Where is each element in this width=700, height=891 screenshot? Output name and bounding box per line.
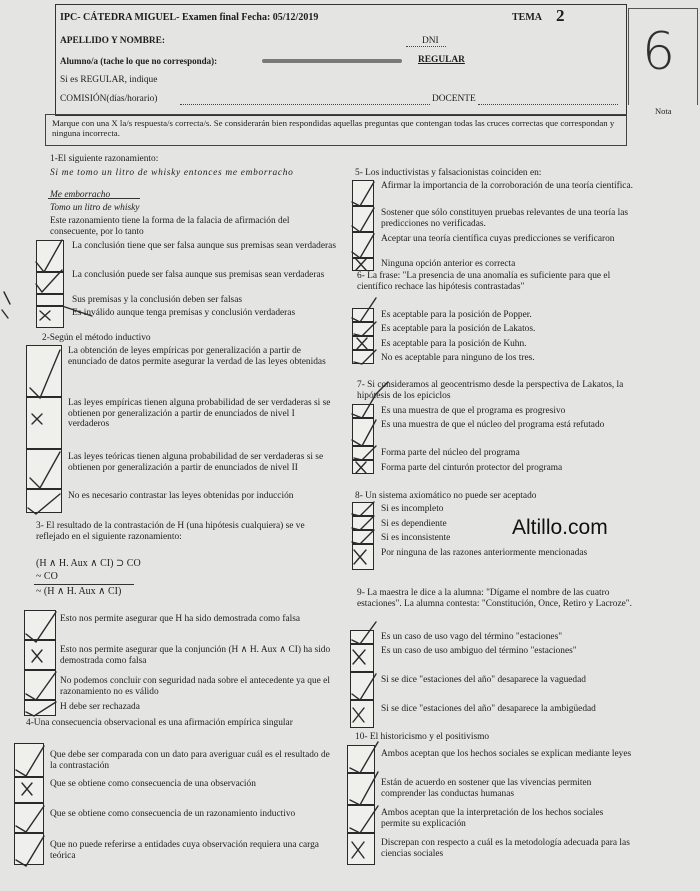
q7-option-d: Forma parte del cinturón protector del programa xyxy=(381,463,563,473)
q7-option-a: Es una muestra de que el programa es progresivo xyxy=(381,406,566,416)
q1-option-d: Es inválido aunque tenga premisas y conclusión verdaderas xyxy=(72,308,296,318)
q10-option-d: Discrepan con respecto a cuál es la metodología adecuada para las ciencias sociales xyxy=(381,838,630,859)
q10-option-b-box[interactable] xyxy=(347,773,375,805)
q1-option-b-box[interactable] xyxy=(36,272,64,294)
q10-option-b: Están de acuerdo en sostener que las vivencias permiten comprender las conductas humanas xyxy=(381,778,592,799)
q5-option-d: Ninguna opción anterior es correcta xyxy=(381,259,516,269)
q1-stem: Este razonamiento tiene la forma de la falacia de afirmación del consecuente, por lo tanto xyxy=(50,216,290,237)
redacted-scribble xyxy=(262,59,402,63)
q9-option-b: Es un caso de uso ambiguo del término "estaciones" xyxy=(381,646,577,656)
q5-option-a-box[interactable] xyxy=(352,180,374,206)
q10-option-d-box[interactable] xyxy=(347,833,375,865)
q3-formula-3: ~ (H ∧ H. Aux ∧ CI) xyxy=(36,586,122,597)
q10-option-c: Ambos aceptan que la interpretación de los hechos sociales permite su explicación xyxy=(381,808,604,829)
q3-option-d: H debe ser rechazada xyxy=(60,702,140,712)
q6-option-c: Es aceptable para la posición de Kuhn. xyxy=(381,339,527,349)
q9-option-a: Es un caso de uso vago del término "estaciones" xyxy=(381,632,563,642)
q10-option-c-box[interactable] xyxy=(347,805,375,833)
q8-option-a-box[interactable] xyxy=(352,502,374,516)
q6-option-d-box[interactable] xyxy=(352,350,374,364)
apellido-label: APELLIDO Y NOMBRE: xyxy=(60,36,166,46)
q2-option-a: La obtención de leyes empíricas por generalización a partir de enunciado de datos permite asegurar la verdad de las leyes obtenidas xyxy=(68,346,326,367)
q7-option-d-box[interactable] xyxy=(352,460,374,474)
q5-option-b: Sostener que sólo constituyen pruebas relevantes de una teoría las predicciones no verificadas. xyxy=(381,208,629,229)
watermark: Altillo.com xyxy=(512,516,608,539)
q1-option-c: Sus premisas y la conclusión deben ser falsas xyxy=(72,295,243,305)
q8-option-d: Por ninguna de las razones anteriormente mencionadas xyxy=(381,548,588,558)
q2-option-a-box[interactable] xyxy=(26,345,62,397)
q3-formula-1: (H ∧ H. Aux ∧ CI) ⊃ CO xyxy=(36,558,141,569)
q5-option-b-box[interactable] xyxy=(352,206,374,232)
q9-option-d-box[interactable] xyxy=(350,700,374,728)
pen-stroke xyxy=(2,292,10,318)
q9-option-c: Si se dice "estaciones del año" desaparece la vaguedad xyxy=(381,675,586,685)
q10-option-a: Ambos aceptan que los hechos sociales se explican mediante leyes xyxy=(381,749,632,759)
q5-option-c: Aceptar una teoría científica cuyas predicciones se verificaron xyxy=(381,234,615,244)
q10-title: 10- El historicismo y el positivismo xyxy=(355,732,490,742)
q6-option-c-box[interactable] xyxy=(352,336,374,350)
comision-line xyxy=(180,104,430,105)
q3-option-c: No podemos concluir con seguridad nada sobre el antecedente ya que el razonamiento no es válido xyxy=(60,676,330,697)
q3-option-b-box[interactable] xyxy=(24,640,56,670)
q7-option-a-box[interactable] xyxy=(352,404,374,418)
q6-title: 6- La frase: "La presencia de una anomalía es suficiente para que el científico rechace las hipótesis contrastadas" xyxy=(357,271,611,292)
q4-option-c-box[interactable] xyxy=(14,803,44,833)
q4-option-a-box[interactable] xyxy=(14,743,44,777)
q1-arg-premise2: Me emborracho xyxy=(50,190,111,200)
q3-option-d-box[interactable] xyxy=(24,700,56,716)
q3-option-a-box[interactable] xyxy=(24,610,56,640)
q2-option-b: Las leyes empíricas tienen alguna probabilidad de ser verdaderas si se obtienen por generalización a partir de enunciados de nivel I verdaderos xyxy=(68,398,331,430)
q4-title: 4-Una consecuencia observacional es una afirmación empírica singular xyxy=(26,718,293,728)
q4-option-b: Que se obtiene como consecuencia de una observación xyxy=(50,779,256,789)
dni-label: DNI xyxy=(422,36,439,46)
q8-option-b: Si es dependiente xyxy=(381,519,447,529)
q2-title: 2-Según el método inductivo xyxy=(42,333,151,343)
instructions-text: Marque con una X la/s respuesta/s correcta/s. Se considerarán bien respondidas aquellas preguntas que contengan todas las cruces correctas que correspondan y ninguna incorrecta. xyxy=(52,118,615,139)
q7-title: 7- Si consideramos al geocentrismo desde la perspectiva de Lakatos, la hipótesis de los epiciclos xyxy=(357,380,624,401)
q10-option-a-box[interactable] xyxy=(347,745,375,773)
q1-arg-conclusion: Tomo un litro de whisky xyxy=(50,203,140,213)
exam-title: IPC- CÁTEDRA MIGUEL- Examen final Fecha: 05/12/2019 xyxy=(60,12,319,23)
q5-option-a: Afirmar la importancia de la corroboración de una teoría científica. xyxy=(381,181,633,191)
q9-title: 9- La maestra le dice a la alumna: "Dígame el nombre de las cuatro estaciones". La alumna contesta: "Constitución, Once, Retiro y Lacroze". xyxy=(357,588,632,609)
q1-option-b: La conclusión puede ser falsa aunque sus premisas sean verdaderas xyxy=(72,270,325,280)
q3-formula-line xyxy=(34,584,134,585)
q2-option-d: No es necesario contrastar las leyes obtenidas por inducción xyxy=(68,491,294,501)
q3-option-b: Esto nos permite asegurar que la conjunción (H ∧ H. Aux ∧ CI) ha sido demostrada como falsa xyxy=(60,645,331,666)
alumno-label: Alumno/a (tache lo que no corresponda): xyxy=(60,56,218,66)
q9-option-b-box[interactable] xyxy=(350,644,374,672)
tema-label: TEMA xyxy=(512,12,542,23)
q3-option-a: Esto nos permite asegurar que H ha sido demostrada como falsa xyxy=(60,614,301,624)
q9-option-c-box[interactable] xyxy=(350,672,374,700)
q3-option-c-box[interactable] xyxy=(24,670,56,700)
q2-option-c: Las leyes teóricas tienen alguna probabilidad de ser verdaderas si se obtienen por generalización a partir de enunciados de nivel II xyxy=(68,452,324,473)
q3-title: 3- El resultado de la contrastación de H (una hipótesis cualquiera) se ve reflejado en el siguiente razonamiento: xyxy=(36,521,305,542)
q2-option-c-box[interactable] xyxy=(26,449,62,489)
q3-formula-2: ~ CO xyxy=(36,571,58,582)
dni-line xyxy=(406,46,446,47)
q7-option-c: Forma parte del núcleo del programa xyxy=(381,448,520,458)
q8-option-d-box[interactable] xyxy=(352,544,374,570)
q1-option-a: La conclusión tiene que ser falsa aunque sus premisas sean verdaderas xyxy=(72,241,336,251)
q8-option-c-box[interactable] xyxy=(352,530,374,544)
q9-option-a-box[interactable] xyxy=(350,630,374,644)
q9-option-d: Si se dice "estaciones del año" desaparece la ambigüedad xyxy=(381,704,596,714)
q5-title: 5- Los inductivistas y falsacionistas coinciden en: xyxy=(355,168,542,178)
docente-label: DOCENTE xyxy=(432,94,476,104)
q7-option-c-box[interactable] xyxy=(352,446,374,460)
q4-option-d: Que no puede referirse a entidades cuya observación requiera una carga teórica xyxy=(50,840,319,861)
q6-option-a-box[interactable] xyxy=(352,308,374,322)
q1-option-d-box[interactable] xyxy=(36,306,64,328)
q5-option-d-box[interactable] xyxy=(352,258,374,271)
docente-line xyxy=(478,104,618,105)
q2-option-d-box[interactable] xyxy=(26,489,62,513)
q4-option-a: Que debe ser comparada con un dato para averiguar cuál es el resultado de la contrastación xyxy=(50,750,330,771)
q8-option-b-box[interactable] xyxy=(352,516,374,530)
regular-option: REGULAR xyxy=(418,55,465,65)
si-regular-label: Si es REGULAR, indique xyxy=(60,75,158,85)
q1-option-c-box[interactable] xyxy=(36,294,64,306)
q8-option-c: Si es inconsistente xyxy=(381,533,451,543)
q1-title: 1-El siguiente razonamiento: xyxy=(50,154,159,164)
q8-option-a: Si es incompleto xyxy=(381,504,444,514)
q7-option-b: Es una muestra de que el núcleo del programa está refutado xyxy=(381,420,605,430)
q1-arg-premise1: Si me tomo un litro de whisky entonces me emborracho xyxy=(50,168,294,178)
q1-option-a-box[interactable] xyxy=(36,240,64,272)
q6-option-a: Es aceptable para la posición de Popper. xyxy=(381,310,532,320)
q4-option-d-box[interactable] xyxy=(14,833,44,865)
tema-number: 2 xyxy=(556,6,565,25)
q5-option-c-box[interactable] xyxy=(352,232,374,258)
q7-option-b-box[interactable] xyxy=(352,418,374,446)
q4-option-b-box[interactable] xyxy=(14,777,44,803)
q8-title: 8- Un sistema axiomático no puede ser aceptado xyxy=(355,491,537,501)
nota-label: Nota xyxy=(655,106,672,116)
comision-label: COMISIÓN(días/horario) xyxy=(60,94,158,104)
grade-value: 6 xyxy=(642,22,676,82)
q4-option-c: Que se obtiene como consecuencia de un razonamiento inductivo xyxy=(50,809,296,819)
q6-option-d: No es aceptable para ninguno de los tres. xyxy=(381,353,535,363)
q6-option-b-box[interactable] xyxy=(352,322,374,336)
q2-option-b-box[interactable] xyxy=(26,397,62,449)
q6-option-b: Es aceptable para la posición de Lakatos. xyxy=(381,324,536,334)
